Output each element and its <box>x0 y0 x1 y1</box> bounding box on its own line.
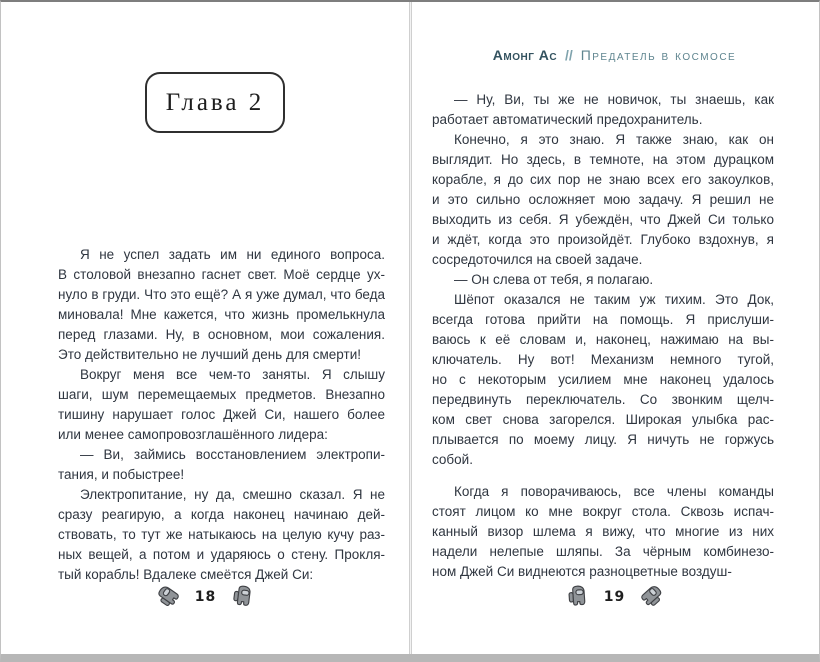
paragraph <box>432 482 774 582</box>
paragraph <box>58 445 385 485</box>
text-line: сосредоточился на своей задаче. <box>432 252 643 267</box>
text-line: Шёпот оказался не таким уж тихим. Это Док, <box>454 292 774 307</box>
text-line: и это сильно осложняет мою задачу. Я решил не <box>432 192 774 207</box>
text-line: Когда я поворачиваюсь, все члены команды <box>454 484 774 499</box>
paragraph <box>432 130 774 270</box>
crewmate-icon <box>635 580 667 612</box>
text-line: нуло в груди. Что это ещё? А я уже думал, что беда <box>58 287 385 302</box>
book-title-label: Предатель в космосе <box>580 47 737 63</box>
page-left <box>1 2 410 654</box>
text-line: перед глазами. Ну, в основном, мои сожаления. <box>58 327 385 342</box>
text-line: ных вещей, а потом и ударяюсь о стену. Прокля- <box>58 547 385 562</box>
text-line: Вокруг меня все чем-то заняты. Я слышу <box>80 367 385 382</box>
chapter-badge <box>145 72 285 133</box>
text-line: корабле, я до сих пор не знаю всех его закоулков, <box>432 172 774 187</box>
text-line: — Ну, Ви, ты же не новичок, ты знаешь, как <box>454 92 774 107</box>
text-line: плывается по моему лицу. Я ничуть не горжусь <box>432 432 774 447</box>
text-line: тый корабль! Вдалеке смеётся Джей Си: <box>58 567 314 582</box>
text-line: шаги, шум перемещаемых предметов. Внезапно <box>58 387 385 402</box>
text-line: выходить из себя. Я убеждён, что Джей Си только <box>432 212 774 227</box>
body-text-right <box>432 90 774 582</box>
text-line: Это действительно не лучший день для смерти! <box>58 347 361 362</box>
text-line: Я не успел задать им ни единого вопроса. <box>80 247 385 262</box>
body-text-left <box>58 245 385 585</box>
page-footer-right <box>410 585 819 608</box>
text-line: стоят лицом ко мне вокруг стола. Сквозь испач- <box>432 504 774 519</box>
crewmate-icon <box>152 580 184 612</box>
paragraph <box>432 290 774 470</box>
page-number-right: 19 <box>603 588 626 605</box>
text-line: ваюсь к её словам и, наконец, нажимаю на вы- <box>432 332 774 347</box>
text-line: но с некоторым усилием мне наконец удалось <box>432 372 774 387</box>
text-line: канный визор шлема я вижу, что многие из них <box>432 524 774 539</box>
text-line: работает автоматический предохранитель. <box>432 112 703 127</box>
text-line: Конечно, я это знаю. Я также знаю, как он <box>454 132 774 147</box>
text-line: миновала! Мне кажется, что жизнь промелькнула <box>58 307 385 322</box>
text-line: и ждёт, когда это произойдёт. Глубоко вздохнув, я <box>432 232 774 247</box>
paragraph <box>432 270 774 290</box>
text-line: собой. <box>432 452 473 467</box>
text-line: ном Джей Си виднеются разноцветные воздуш- <box>432 564 732 579</box>
paragraph <box>432 90 774 130</box>
text-line: сразу реагирую, а когда наконец начинаю дей- <box>58 507 385 522</box>
page-footer-left <box>1 585 410 608</box>
text-line: или менее самопровозглашённого лидера: <box>58 427 328 442</box>
header-separator: // <box>565 47 573 63</box>
text-line: Электропитание, ну да, смешно сказал. Я не <box>80 487 385 502</box>
crewmate-icon <box>230 584 256 610</box>
text-line: надели нелепые шляпы. За чёрным комбинезо- <box>432 544 774 559</box>
text-line: — Ви, займись восстановлением электропи- <box>80 447 385 462</box>
text-line: тания, и побыстрее! <box>58 467 185 482</box>
text-line: ствовать, то тут же натыкаюсь на целую кучу раз- <box>58 527 385 542</box>
text-line: тишину нарушает голос Джей Си, нашего более <box>58 407 385 422</box>
book-series-label: Амонг Ас <box>492 47 558 63</box>
paragraph <box>58 245 385 365</box>
text-line: всегда готова прийти на помощь. Я прислуши- <box>432 312 774 327</box>
crewmate-icon <box>565 584 590 609</box>
page-number-left: 18 <box>194 588 217 605</box>
text-line: В столовой внезапно гаснет свет. Моё сердце ух- <box>58 267 385 282</box>
text-line: выглядит. Но здесь, в темноте, на этом дурацком <box>432 152 774 167</box>
text-line: — Он слева от тебя, я полагаю. <box>454 272 654 287</box>
page-right <box>410 2 819 654</box>
paragraph <box>58 485 385 585</box>
text-line: ключатель. Ну вот! Механизм немного тугой, <box>432 352 774 367</box>
text-line: ком свет снова загорелся. Широкая улыбка рас- <box>432 412 774 427</box>
chapter-title: Глава 2 <box>165 88 265 116</box>
running-header <box>410 46 819 64</box>
text-line: передвинуть переключатель. Со звонким щелч- <box>432 392 774 407</box>
paragraph <box>58 365 385 445</box>
book-spine-divider <box>409 2 412 654</box>
